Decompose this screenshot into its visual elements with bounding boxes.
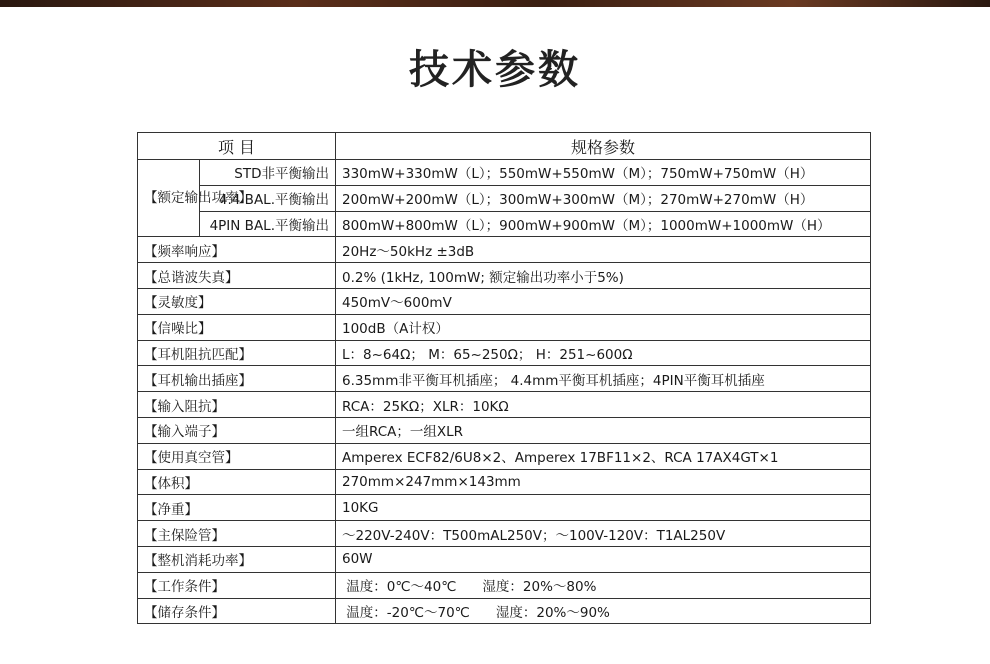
table-row: [138, 495, 871, 521]
table-row: [138, 211, 871, 237]
table-row: [138, 314, 871, 340]
row-label: 【耳机输出插座】: [138, 366, 336, 392]
spec-value: 800mW+800mW（L）；900mW+900mW（M）；1000mW+1000mW（H）: [336, 211, 871, 237]
spec-value: [336, 572, 871, 598]
spec-value: 270mm×247mm×143mm: [336, 469, 871, 495]
table-row: [138, 521, 871, 547]
table-row: [138, 417, 871, 443]
table-row: [138, 443, 871, 469]
temperature-value: 温度：0℃～40℃: [346, 579, 457, 596]
table-row: [138, 366, 871, 392]
top-decorative-strip: [0, 0, 990, 7]
row-label: 【灵敏度】: [138, 288, 336, 314]
row-label: 【主保险管】: [138, 521, 336, 547]
humidity-value: 湿度：20%～80%: [482, 579, 597, 596]
spec-value: 100dB（A计权）: [336, 314, 871, 340]
row-label: 【使用真空管】: [138, 443, 336, 469]
row-label: 【信噪比】: [138, 314, 336, 340]
spec-value: 10KG: [336, 495, 871, 521]
table-row: [138, 572, 871, 598]
table-row: [138, 392, 871, 418]
row-label: 【耳机阻抗匹配】: [138, 340, 336, 366]
group-label: 【额定输出功率】: [138, 160, 200, 237]
spec-value: 0.2% (1kHz, 100mW; 额定输出功率小于5%): [336, 263, 871, 289]
spec-value: 6.35mm非平衡耳机插座； 4.4mm平衡耳机插座；4PIN平衡耳机插座: [336, 366, 871, 392]
spec-value: 330mW+330mW（L）；550mW+550mW（M）；750mW+750mW（H）: [336, 160, 871, 186]
spec-value: ～220V-240V：T500mAL250V；～100V-120V：T1AL250V: [336, 521, 871, 547]
row-label: 【输入阻抗】: [138, 392, 336, 418]
spec-table: [137, 132, 871, 624]
row-label: 【净重】: [138, 495, 336, 521]
spec-value: Amperex ECF82/6U8×2、Amperex 17BF11×2、RCA 17AX4GT×1: [336, 443, 871, 469]
table-row: [138, 185, 871, 211]
spec-value: [336, 598, 871, 624]
table-row: [138, 237, 871, 263]
table-row: [138, 598, 871, 624]
spec-value: 一组RCA；一组XLR: [336, 417, 871, 443]
table-row: [138, 469, 871, 495]
sub-label: 4PIN BAL.平衡输出: [200, 211, 336, 237]
table-row: [138, 546, 871, 572]
sub-label: 4.4 BAL.平衡输出: [200, 185, 336, 211]
row-label: 【频率响应】: [138, 237, 336, 263]
table-row: [138, 340, 871, 366]
table-header-row: [138, 133, 871, 160]
spec-value: RCA：25KΩ；XLR：10KΩ: [336, 392, 871, 418]
spec-value: 200mW+200mW（L）；300mW+300mW（M）；270mW+270mW（H）: [336, 185, 871, 211]
row-label: 【整机消耗功率】: [138, 546, 336, 572]
table-row: [138, 263, 871, 289]
row-label: 【储存条件】: [138, 598, 336, 624]
temperature-value: 温度：-20℃～70℃: [346, 604, 470, 621]
table-row: [138, 288, 871, 314]
humidity-value: 湿度：20%～90%: [495, 604, 610, 621]
row-label: 【输入端子】: [138, 417, 336, 443]
spec-value: L：8~64Ω； M：65~250Ω； H：251~600Ω: [336, 340, 871, 366]
header-item: 项 目: [138, 133, 336, 160]
row-label: 【总谐波失真】: [138, 263, 336, 289]
header-spec: 规格参数: [336, 133, 871, 160]
row-label: 【工作条件】: [138, 572, 336, 598]
row-label: 【体积】: [138, 469, 336, 495]
spec-value: 450mV～600mV: [336, 288, 871, 314]
spec-value: 60W: [336, 546, 871, 572]
page-title: 技术参数: [409, 47, 581, 93]
sub-label: STD非平衡输出: [200, 160, 336, 186]
spec-value: 20Hz～50kHz ±3dB: [336, 237, 871, 263]
table-row: [138, 160, 871, 186]
